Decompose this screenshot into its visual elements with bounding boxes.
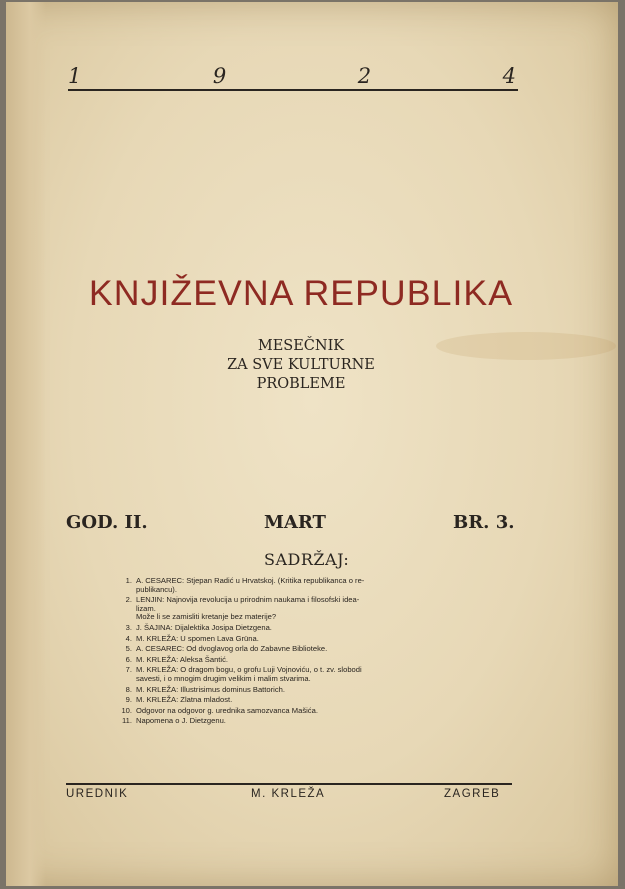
year-digit: 4 — [502, 64, 516, 88]
contents-item-line: savesti, i o mnogim drugim velikim i malim stvarima. — [136, 673, 311, 683]
year-heading — [68, 64, 516, 86]
contents-item — [116, 596, 456, 622]
contents-item-line: Može li se zamisliti kretanje bez materije? — [136, 612, 277, 622]
contents-item — [116, 686, 456, 695]
magazine-cover — [6, 2, 618, 886]
subtitle-line: ZA SVE KULTURNE — [227, 357, 375, 373]
contents-item — [116, 717, 456, 726]
contents-item — [116, 645, 456, 654]
contents-item-number: 8. — [125, 684, 132, 694]
month-label: MART — [264, 512, 326, 533]
contents-item-text — [136, 707, 456, 716]
contents-item-text — [136, 696, 456, 705]
contents-item-text — [136, 635, 456, 644]
contents-item-line: M. KRLEŽA: O dragom bogu, o grofu Luji Vojnoviću, o t. zv. slobodi — [136, 665, 362, 675]
contents-item-line: Odgovor na odgovor g. urednika samozvanca Mašića. — [136, 705, 318, 715]
contents-item-number: 11. — [122, 716, 132, 726]
contents-item-number: 10. — [121, 705, 132, 715]
contents-item-text — [136, 656, 456, 665]
contents-item-line: M. KRLEŽA: Zlatna mladost. — [136, 695, 233, 705]
contents-item-text — [136, 577, 456, 594]
contents-item — [116, 635, 456, 644]
contents-item — [116, 696, 456, 705]
contents-item-line: A. CESAREC: Stjepan Radić u Hrvatskoj. (Kritika republikanca o re- — [136, 576, 365, 585]
contents-list — [116, 577, 456, 728]
contents-item-text — [136, 596, 456, 622]
contents-item-text — [136, 686, 456, 695]
contents-item-line: publikancu). — [136, 584, 177, 594]
magazine-title: KNJIŽEVNA REPUBLIKA — [88, 274, 514, 313]
contents-item-line: Napomena o J. Dietzgenu. — [136, 716, 226, 726]
contents-item-number: 9. — [125, 695, 132, 705]
contents-item-number: 2. — [125, 595, 132, 605]
contents-item-text — [136, 645, 456, 654]
contents-item-text — [136, 717, 456, 726]
footer-rule — [66, 783, 512, 785]
binding-edge — [6, 2, 46, 886]
contents-item-number: 3. — [125, 622, 132, 632]
contents-item-line: M. KRLEŽA: U spomen Lava Grüna. — [136, 633, 259, 643]
contents-item — [116, 624, 456, 633]
contents-item-line: lizam. — [136, 603, 156, 613]
footer-editor-label: UREDNIK — [66, 788, 129, 800]
contents-item-number: 7. — [125, 665, 132, 675]
contents-item-text — [136, 624, 456, 633]
contents-item-line: J. ŠAJINA: Dijalektika Josipa Dietzgena. — [136, 622, 272, 632]
subtitle-line: PROBLEME — [256, 376, 346, 392]
magazine-subtitle — [206, 337, 396, 394]
contents-item — [116, 577, 456, 594]
contents-heading: SADRŽAJ: — [264, 550, 350, 569]
contents-item — [116, 707, 456, 716]
contents-item-number: 4. — [125, 633, 132, 643]
contents-item-number: 6. — [125, 654, 132, 664]
contents-item — [116, 656, 456, 665]
volume-label: GOD. II. — [66, 512, 148, 533]
year-digit: 9 — [212, 64, 227, 88]
issue-number: BR. 3. — [453, 512, 515, 533]
contents-item-number: 1. — [125, 576, 132, 585]
contents-item-line: M. KRLEŽA: Illustrisimus dominus Battorich. — [136, 684, 285, 694]
contents-item-number: 5. — [125, 644, 132, 654]
contents-item-line: A. CESAREC: Od dvoglavog orla do Zabavne Biblioteke. — [136, 644, 328, 654]
contents-item — [116, 666, 456, 683]
contents-item-line: M. KRLEŽA: Aleksa Šantić. — [136, 654, 229, 664]
subtitle-line: MESEČNIK — [257, 338, 345, 354]
year-digit: 1 — [68, 64, 82, 88]
contents-item-line: LENJIN: Najnovija revolucija u prirodnim naukama i filosofski idea- — [136, 595, 360, 605]
paper-stain — [436, 332, 616, 360]
year-rule — [68, 89, 518, 91]
footer-editor-name: M. KRLEŽA — [251, 788, 326, 800]
contents-item-text — [136, 666, 456, 683]
year-digit: 2 — [357, 64, 372, 88]
footer-city: ZAGREB — [444, 788, 501, 800]
